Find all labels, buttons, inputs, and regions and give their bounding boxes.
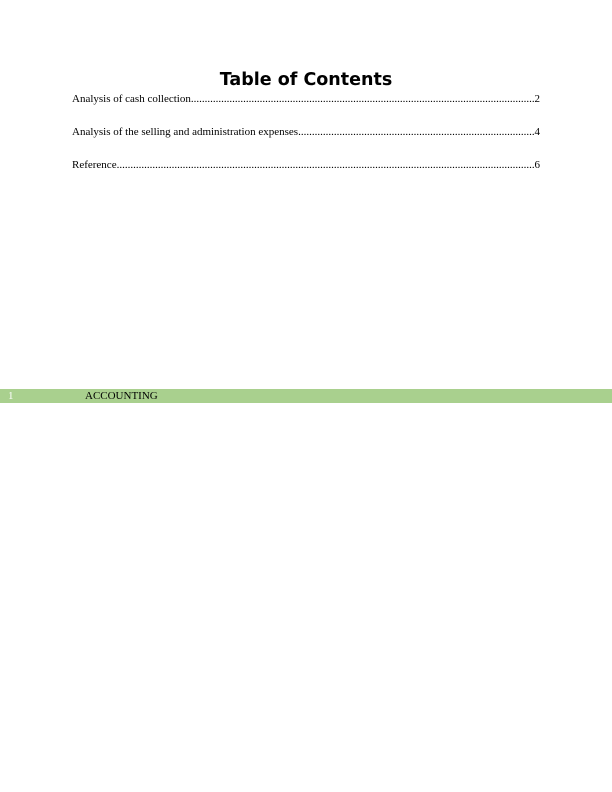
toc-list xyxy=(72,92,540,191)
toc-entry-page[interactable]: 2 xyxy=(534,93,540,105)
toc-entry-text[interactable]: Reference xyxy=(72,159,117,171)
toc-entry-page[interactable]: 6 xyxy=(534,159,540,171)
footer-label: ACCOUNTING xyxy=(85,390,158,402)
footer-page-number: 1 xyxy=(8,390,14,402)
toc-entry-page[interactable]: 4 xyxy=(534,126,540,138)
page-footer-bar xyxy=(0,389,612,403)
toc-entry[interactable] xyxy=(72,92,540,107)
toc-entry-text[interactable]: Analysis of the selling and administration expenses xyxy=(72,126,299,138)
toc-leader-dots xyxy=(298,125,534,140)
toc-title: Table of Contents xyxy=(219,70,393,90)
toc-entry[interactable] xyxy=(72,158,540,173)
toc-entry[interactable] xyxy=(72,125,540,140)
toc-leader-dots xyxy=(191,92,535,107)
toc-entry-text[interactable]: Analysis of cash collection xyxy=(72,93,191,105)
toc-leader-dots xyxy=(117,158,535,173)
